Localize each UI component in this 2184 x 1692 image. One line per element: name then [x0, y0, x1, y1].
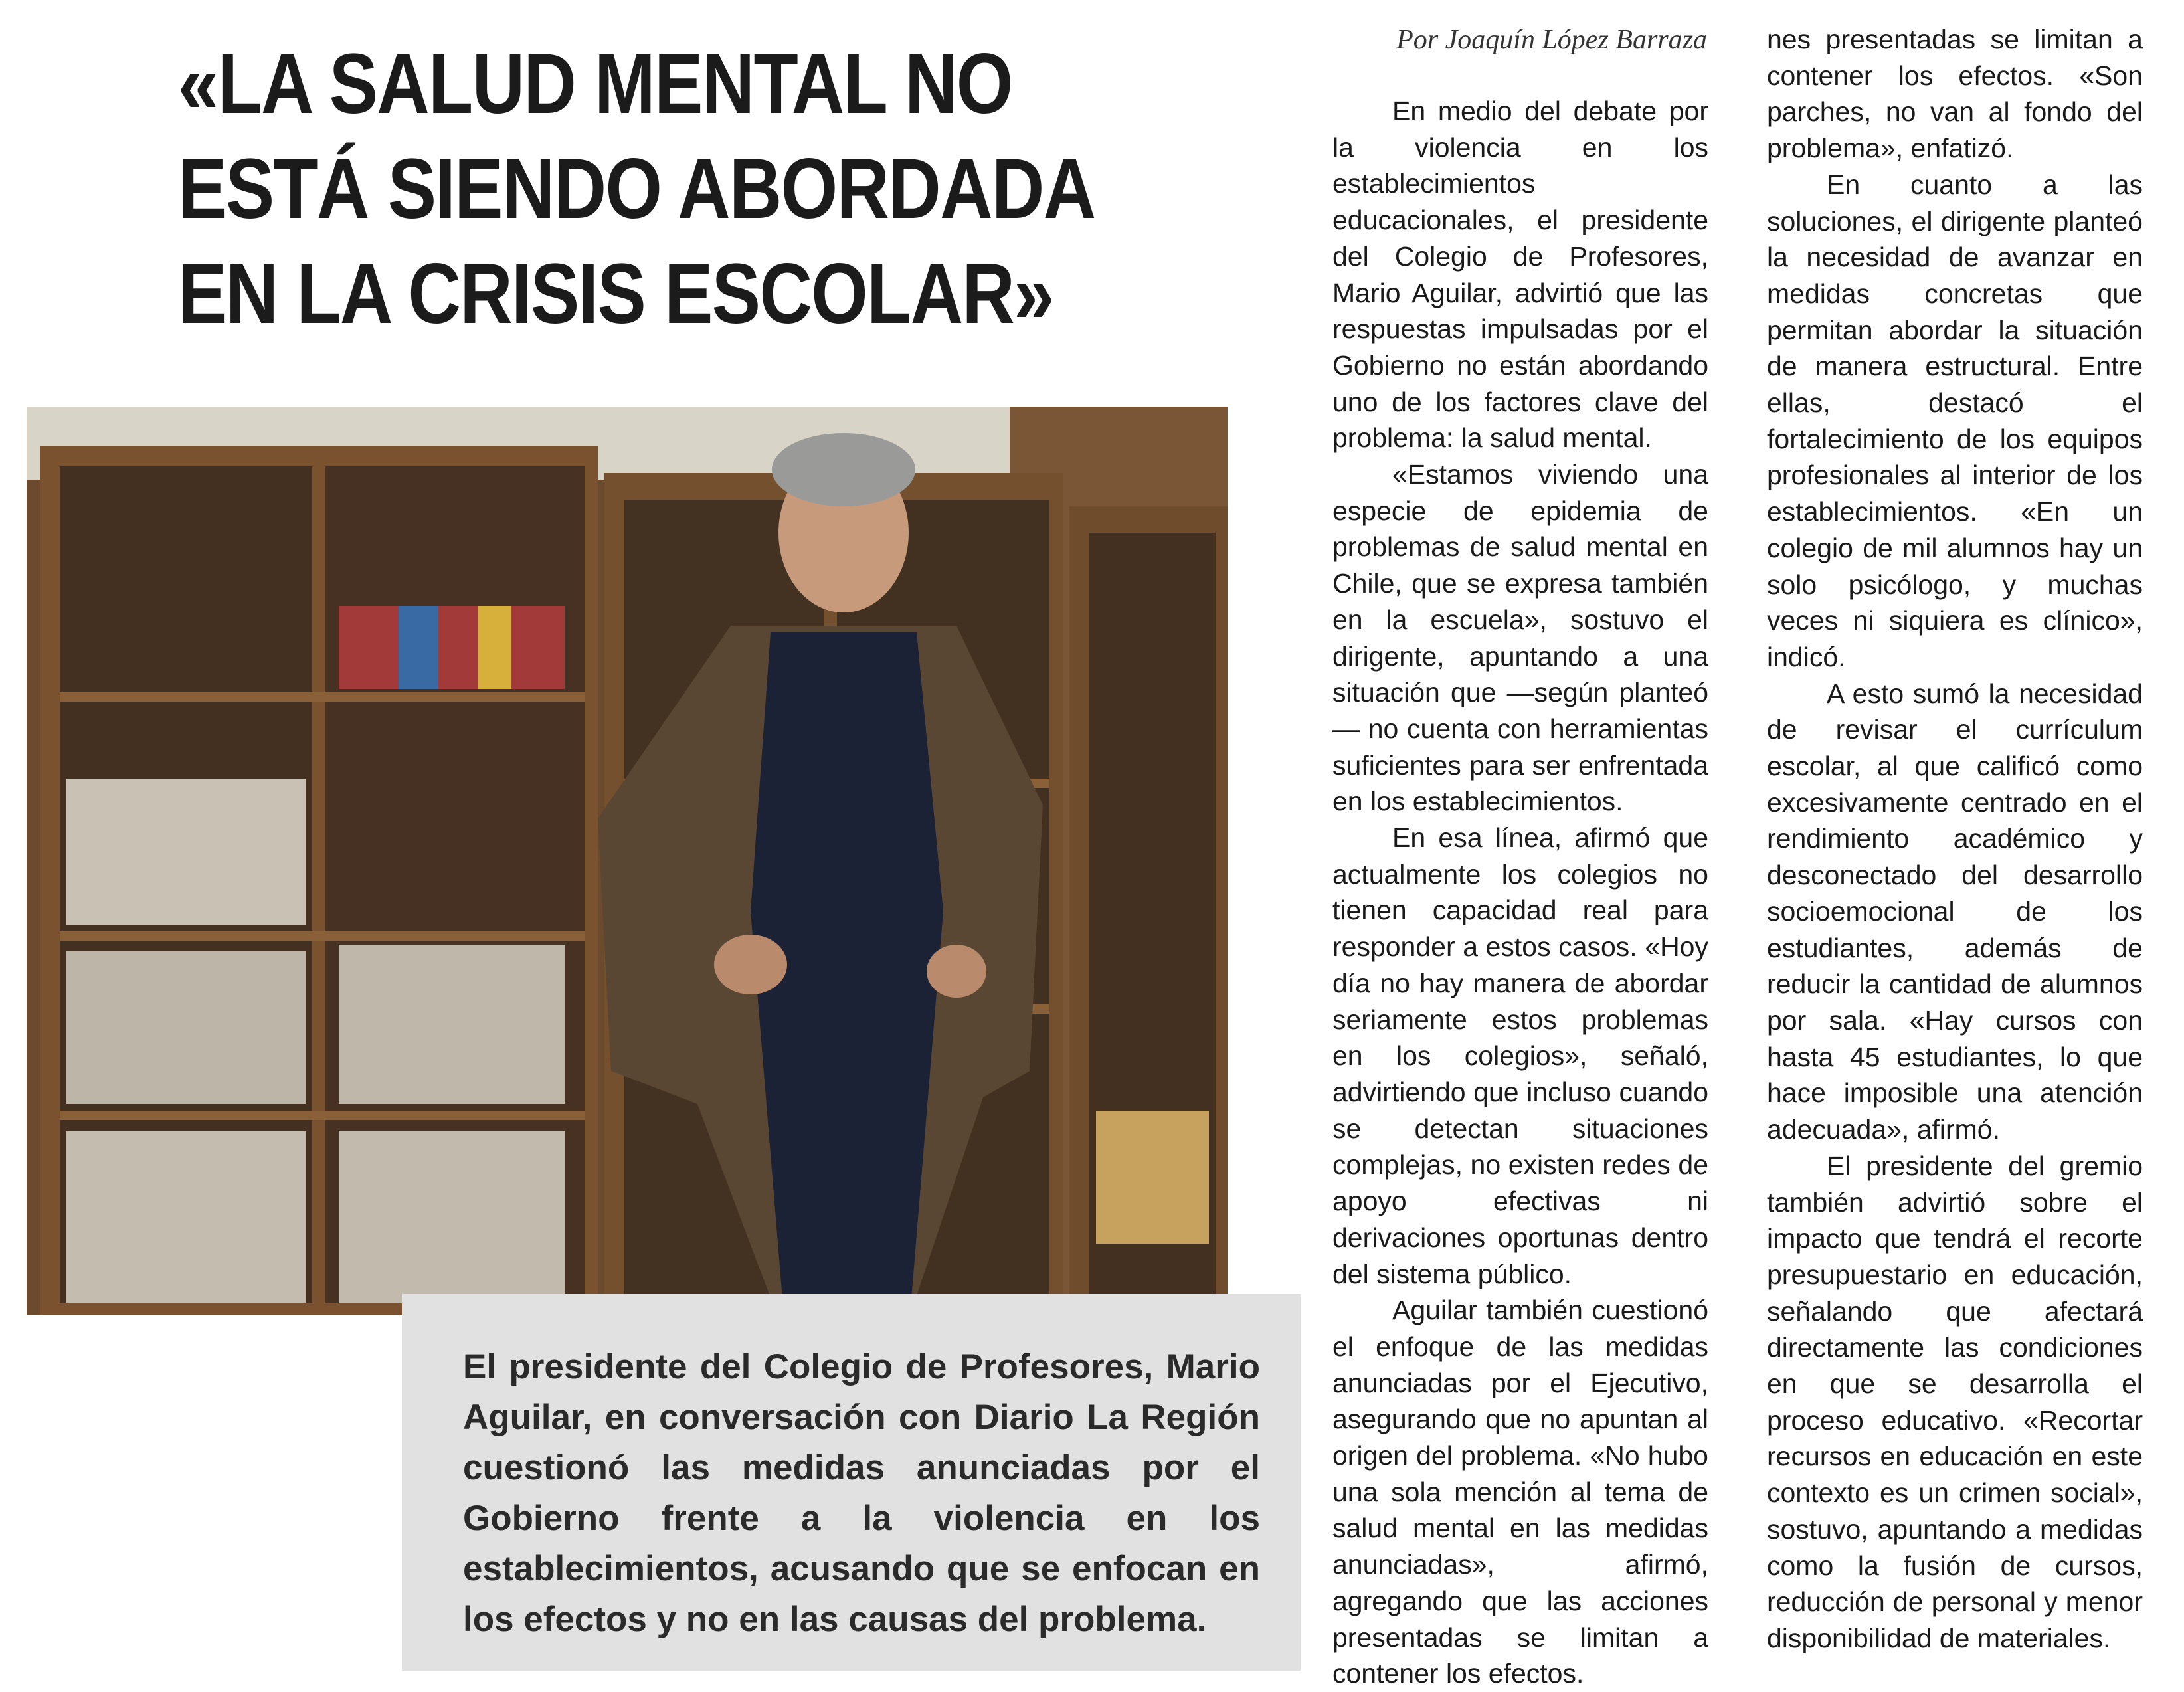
paragraph-continued: nes presentadas se limitan a contener los efectos. «Son parches, no van al fondo del problema», enfatizó.: [1767, 24, 2143, 164]
text-column-2: [1767, 21, 2143, 1657]
paragraph: A esto sumó la necesidad de revisar el currículum escolar, al que calificó como excesivamente centrado en el rendimiento académico y desconectado del desarrollo socioemocional de los estudiantes, además de reducir la cantidad de alumnos por sala. «Hay cursos con hasta 45 estudiantes, lo que hace imposible una atención adecuada», afirmó.: [1767, 678, 2143, 1145]
headline: «LA SALUD MENTAL NO ESTÁ SIENDO ABORDADA EN LA CRISIS ESCOLAR»: [178, 37, 1093, 341]
paragraph: En medio del debate por la violencia en los establecimientos educacionales, el presidente del Colegio de Profesores, Mario Aguilar, advirtió que las respuestas impulsadas por el Gobierno no están abordando uno de los factores clave del problema: la salud mental.: [1332, 96, 1708, 454]
byline: Por Joaquín López Barraza: [1396, 25, 1707, 55]
paragraph: «Estamos viviendo una especie de epidemia de problemas de salud mental en Chile, que se expresa también en la escuela», sostuvo el dirigente, apuntando a una situación que —según planteó— no cuenta con herramientas suficientes para ser enfrentada en los establecimientos.: [1332, 459, 1708, 817]
paragraph: Aguilar también cuestionó el enfoque de las medidas anunciadas por el Ejecutivo, asegurando que no apuntan al origen del problema. «No hubo una sola mención al tema de salud mental en las medidas anunciadas», afirmó, agregando que las acciones presentadas se limitan a contener los efectos.: [1332, 1295, 1708, 1689]
text-column-1: [1332, 93, 1708, 1692]
photo-caption: El presidente del Colegio de Profesores, Mario Aguilar, en conversación con Diario La Región cuestionó las medidas anunciadas por el Gobierno frente a la violencia en los establecimientos, acusando que se enfocan en los efectos y no en las causas del problema.: [463, 1347, 1260, 1639]
article-photo: [27, 407, 1228, 1315]
paragraph: En esa línea, afirmó que actualmente los colegios no tienen capacidad real para responder a estos casos. «Hoy día no hay manera de abordar seriamente estos problemas en los colegios», señaló, advirtiendo que incluso cuando se detectan situaciones complejas, no existen redes de apoyo efectivas ni derivaciones oportunas dentro del sistema público.: [1332, 822, 1708, 1289]
paragraph: En cuanto a las soluciones, el dirigente planteó la necesidad de avanzar en medidas concretas que permitan abordar la situación de manera estructural. Entre ellas, destacó el fortalecimiento de los equipos profesionales al interior de los establecimientos. «En un colegio de mil alumnos hay un solo psicólogo, y muchas veces ni siquiera es clínico», indicó.: [1767, 169, 2143, 672]
paragraph: El presidente del gremio también advirtió sobre el impacto que tendrá el recorte presupuestario en educación, señalando que afectará directamente las condiciones en que se desarrolla el proceso educativo. «Recortar recursos en educación en este contexto es un crimen social», sostuvo, apuntando a medidas como la fusión de cursos, reducción de personal y menor disponibilidad de materiales.: [1767, 1150, 2143, 1653]
